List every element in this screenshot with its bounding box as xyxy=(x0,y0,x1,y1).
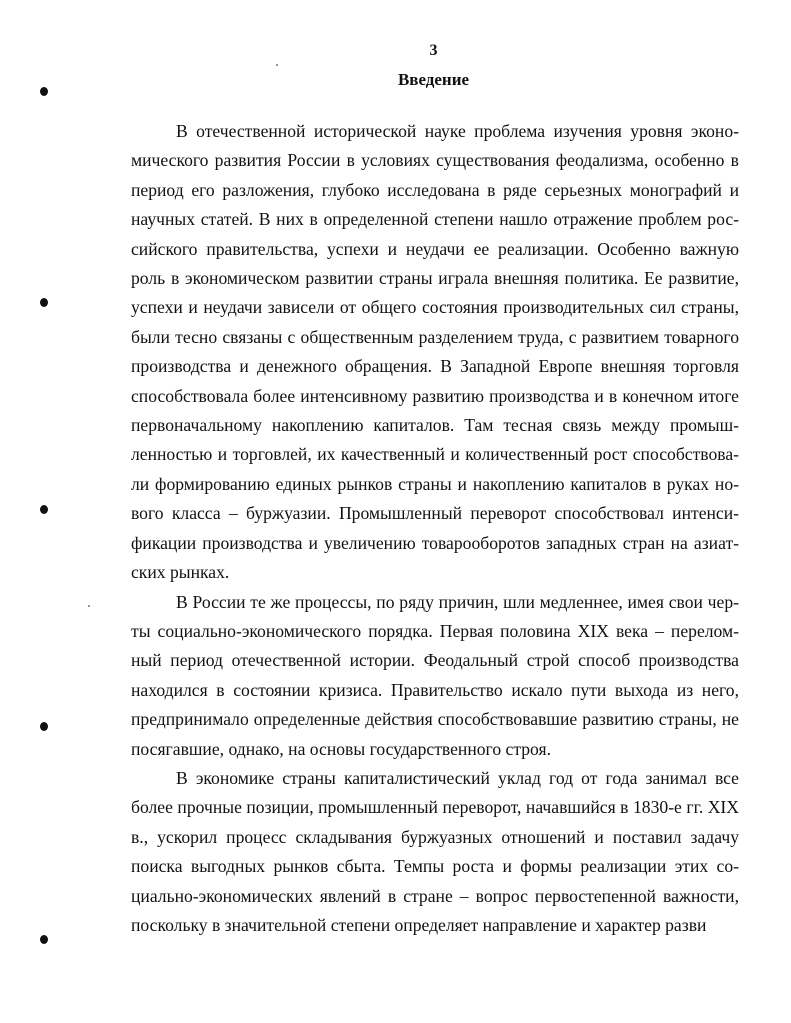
document-body xyxy=(131,117,739,940)
paragraph-2: В России те же процессы, по ряду причин, шли медленнее, имея свои черты социально-экономического порядка. Первая половина XIX века – переломный период отечественной истории. Феодальный строй способ производства находился в состоянии кризиса. Правительство искало пути выхода из него, предпринимало определенные действия способствовавшие развитию страны, не посягавшие, однако, на основы государственного строя. xyxy=(131,591,739,759)
scan-speck xyxy=(88,605,90,607)
paragraph-3: В экономике страны капиталистический уклад год от года занимал все более прочные позиции, промышленный переворот, начавшийся в 1830-е гг. XIX в., ускорил процесс складывания буржуазных отношений и поставил задачу поиска выгодных рынков сбыта. Темпы роста и формы реализации этих социально-экономических явлений в стране – вопрос первостепенной важности, поскольку в значительной степени определяет направление и характер разви xyxy=(131,767,739,935)
page-title: Введение xyxy=(397,70,470,89)
punch-hole-mark xyxy=(40,505,48,514)
page-number: 3 xyxy=(429,42,438,59)
punch-hole-mark xyxy=(40,722,48,731)
punch-hole-mark xyxy=(40,87,48,96)
punch-hole-mark xyxy=(40,935,48,944)
scan-speck xyxy=(276,64,278,66)
paragraph-1: В отечественной исторической науке проблема изучения уровня экономического развития России в условиях существования феодализма, особенно в период его разложения, глубоко исследована в ряде серьезных монографий и научных статей. В них в определенной степени нашло отражение проблем российского правительства, успехи и неудачи ее реализации. Особенно важную роль в экономическом развитии страны играла внешняя политика. Ее развитие, успехи и неудачи зависели от общего состояния производительных сил страны, были тесно связаны с общественным разделением труда, с развитием товарного производства и денежного обращения. В Западной Европе внешняя торговля способствовала более интенсивному развитию производства и в конечном итоге первоначальному накоплению капиталов. Там тесная связь между промышленностью и торговлей, их качественный и количественный рост способствовали формированию единых рынков страны и накоплению капиталов в руках нового класса – буржуазии. Промышленный переворот способствовал интенсификации производства и увеличению товарооборотов западных стран на азиатских рынках. xyxy=(131,121,739,583)
punch-hole-mark xyxy=(40,298,48,307)
